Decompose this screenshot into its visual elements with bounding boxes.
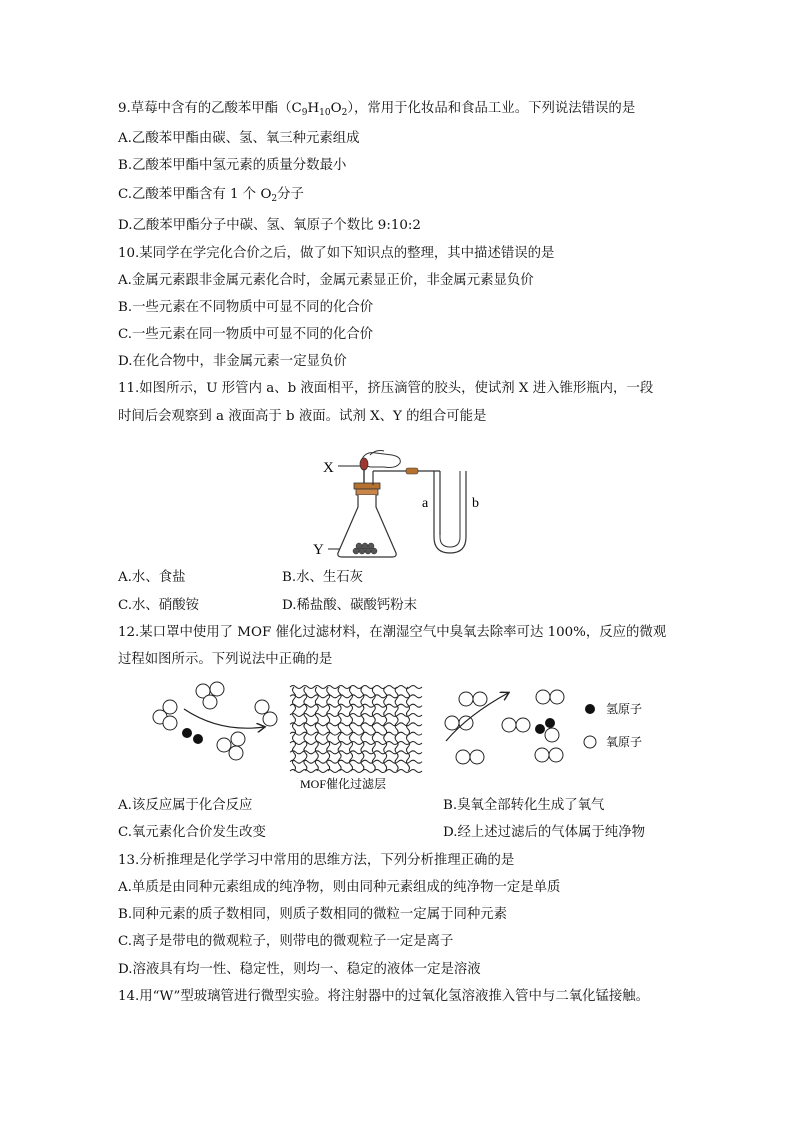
hydrogen-legend-icon: [585, 704, 595, 714]
formula-element-2: O: [330, 101, 342, 116]
q9-option-b: B.乙酸苯甲酯中氢元素的质量分数最小: [118, 158, 347, 173]
q11-option-a: A.水、食盐: [118, 570, 186, 585]
q13-option-d: D.溶液具有均一性、稳定性，则均一、稳定的液体一定是溶液: [118, 962, 481, 977]
q12-option-a: A.该反应属于化合反应: [118, 798, 253, 813]
q10-stem: 10.某同学在学完化合价之后，做了如下知识点的整理，其中描述错误的是: [118, 246, 555, 261]
q12-option-c: C.氧元素化合价发生改变: [118, 825, 266, 840]
q11-stem-line2: 时间后会观察到 a 液面高于 b 液面。试剂 X、Y 的组合可能是: [118, 409, 487, 424]
q9-option-d: D.乙酸苯甲酯分子中碳、氢、氧原子个数比 9:10:2: [118, 218, 421, 233]
formula-subscript-1: 10: [319, 108, 331, 118]
q11-option-b: B.水、生石灰: [282, 570, 364, 585]
q12-option-b: B.臭氧全部转化生成了氧气: [443, 798, 605, 813]
q10-option-a: A.金属元素跟非金属元素化合时，金属元素显正价，非金属元素显负价: [118, 273, 534, 288]
q14-stem: 14.用“W”型玻璃管进行微型实验。将注射器中的过氧化氢溶液推入管中与二氧化锰接触。: [118, 989, 650, 1004]
q13-option-c: C.离子是带电的微观粒子，则带电的微观粒子一定是离子: [118, 934, 454, 949]
q11-apparatus-figure: [310, 445, 510, 563]
q10-option-c: C.一些元素在同一物质中可显不同的化合价: [118, 327, 374, 342]
q10-option-d: D.在化合物中，非金属元素一定显负价: [118, 354, 347, 369]
formula-subscript-0: 9: [301, 108, 308, 118]
q13-option-a: A.单质是由同种元素组成的纯净物，则由同种元素组成的纯净物一定是单质: [118, 880, 561, 895]
oxygen-legend-icon: [584, 736, 596, 748]
q11-option-d: D.稀盐酸、碳酸钙粉末: [282, 598, 418, 613]
q10-option-b: B.一些元素在不同物质中可显不同的化合价: [118, 300, 374, 315]
q12-stem-line2: 过程如图所示。下列说法中正确的是: [118, 652, 333, 667]
formula-subscript-2: 2: [341, 108, 348, 118]
label-a: a: [422, 496, 429, 511]
q9-option-c: C.乙酸苯甲酯含有 1 个 $O_2$分子: [118, 187, 304, 204]
formula-element-0: C: [291, 101, 302, 116]
legend-hydrogen: 氢原子: [606, 702, 643, 716]
label-y: Y: [313, 542, 324, 558]
q11-stem-line1: 11.如图所示，U 形管内 a、b 液面相平，挤压滴管的胶头，使试剂 X 进入锥形瓶内，一段: [118, 381, 654, 396]
label-x: X: [323, 460, 334, 476]
q11-option-c: C.水、硝酸铵: [118, 598, 199, 613]
legend-oxygen: 氧原子: [606, 735, 643, 749]
label-b: b: [472, 496, 479, 511]
q13-stem: 13.分析推理是化学学习中常用的思维方法，下列分析推理正确的是: [118, 853, 515, 868]
q12-stem-line1: 12.某口罩中使用了 MOF 催化过滤材料，在潮湿空气中臭氧去除率可达 100%，反应的微观: [118, 625, 667, 640]
q13-option-b: B.同种元素的质子数相同，则质子数相同的微粒一定属于同种元素: [118, 907, 508, 922]
filter-label: MOF催化过滤层: [300, 777, 387, 791]
q12-reaction-figure: [140, 675, 680, 795]
q9-formula: [291, 101, 347, 116]
formula-element-1: H: [307, 101, 320, 116]
q9-option-a: A.乙酸苯甲酯由碳、氢、氧三种元素组成: [118, 131, 360, 146]
q9-stem: 9.草莓中含有的乙酸苯甲酯$(C_9H_{10}O_2)$，常用于化妆品和食品工业。下列说法错误的是: [118, 101, 636, 118]
q12-option-d: D.经上述过滤后的气体属于纯净物: [443, 825, 645, 840]
